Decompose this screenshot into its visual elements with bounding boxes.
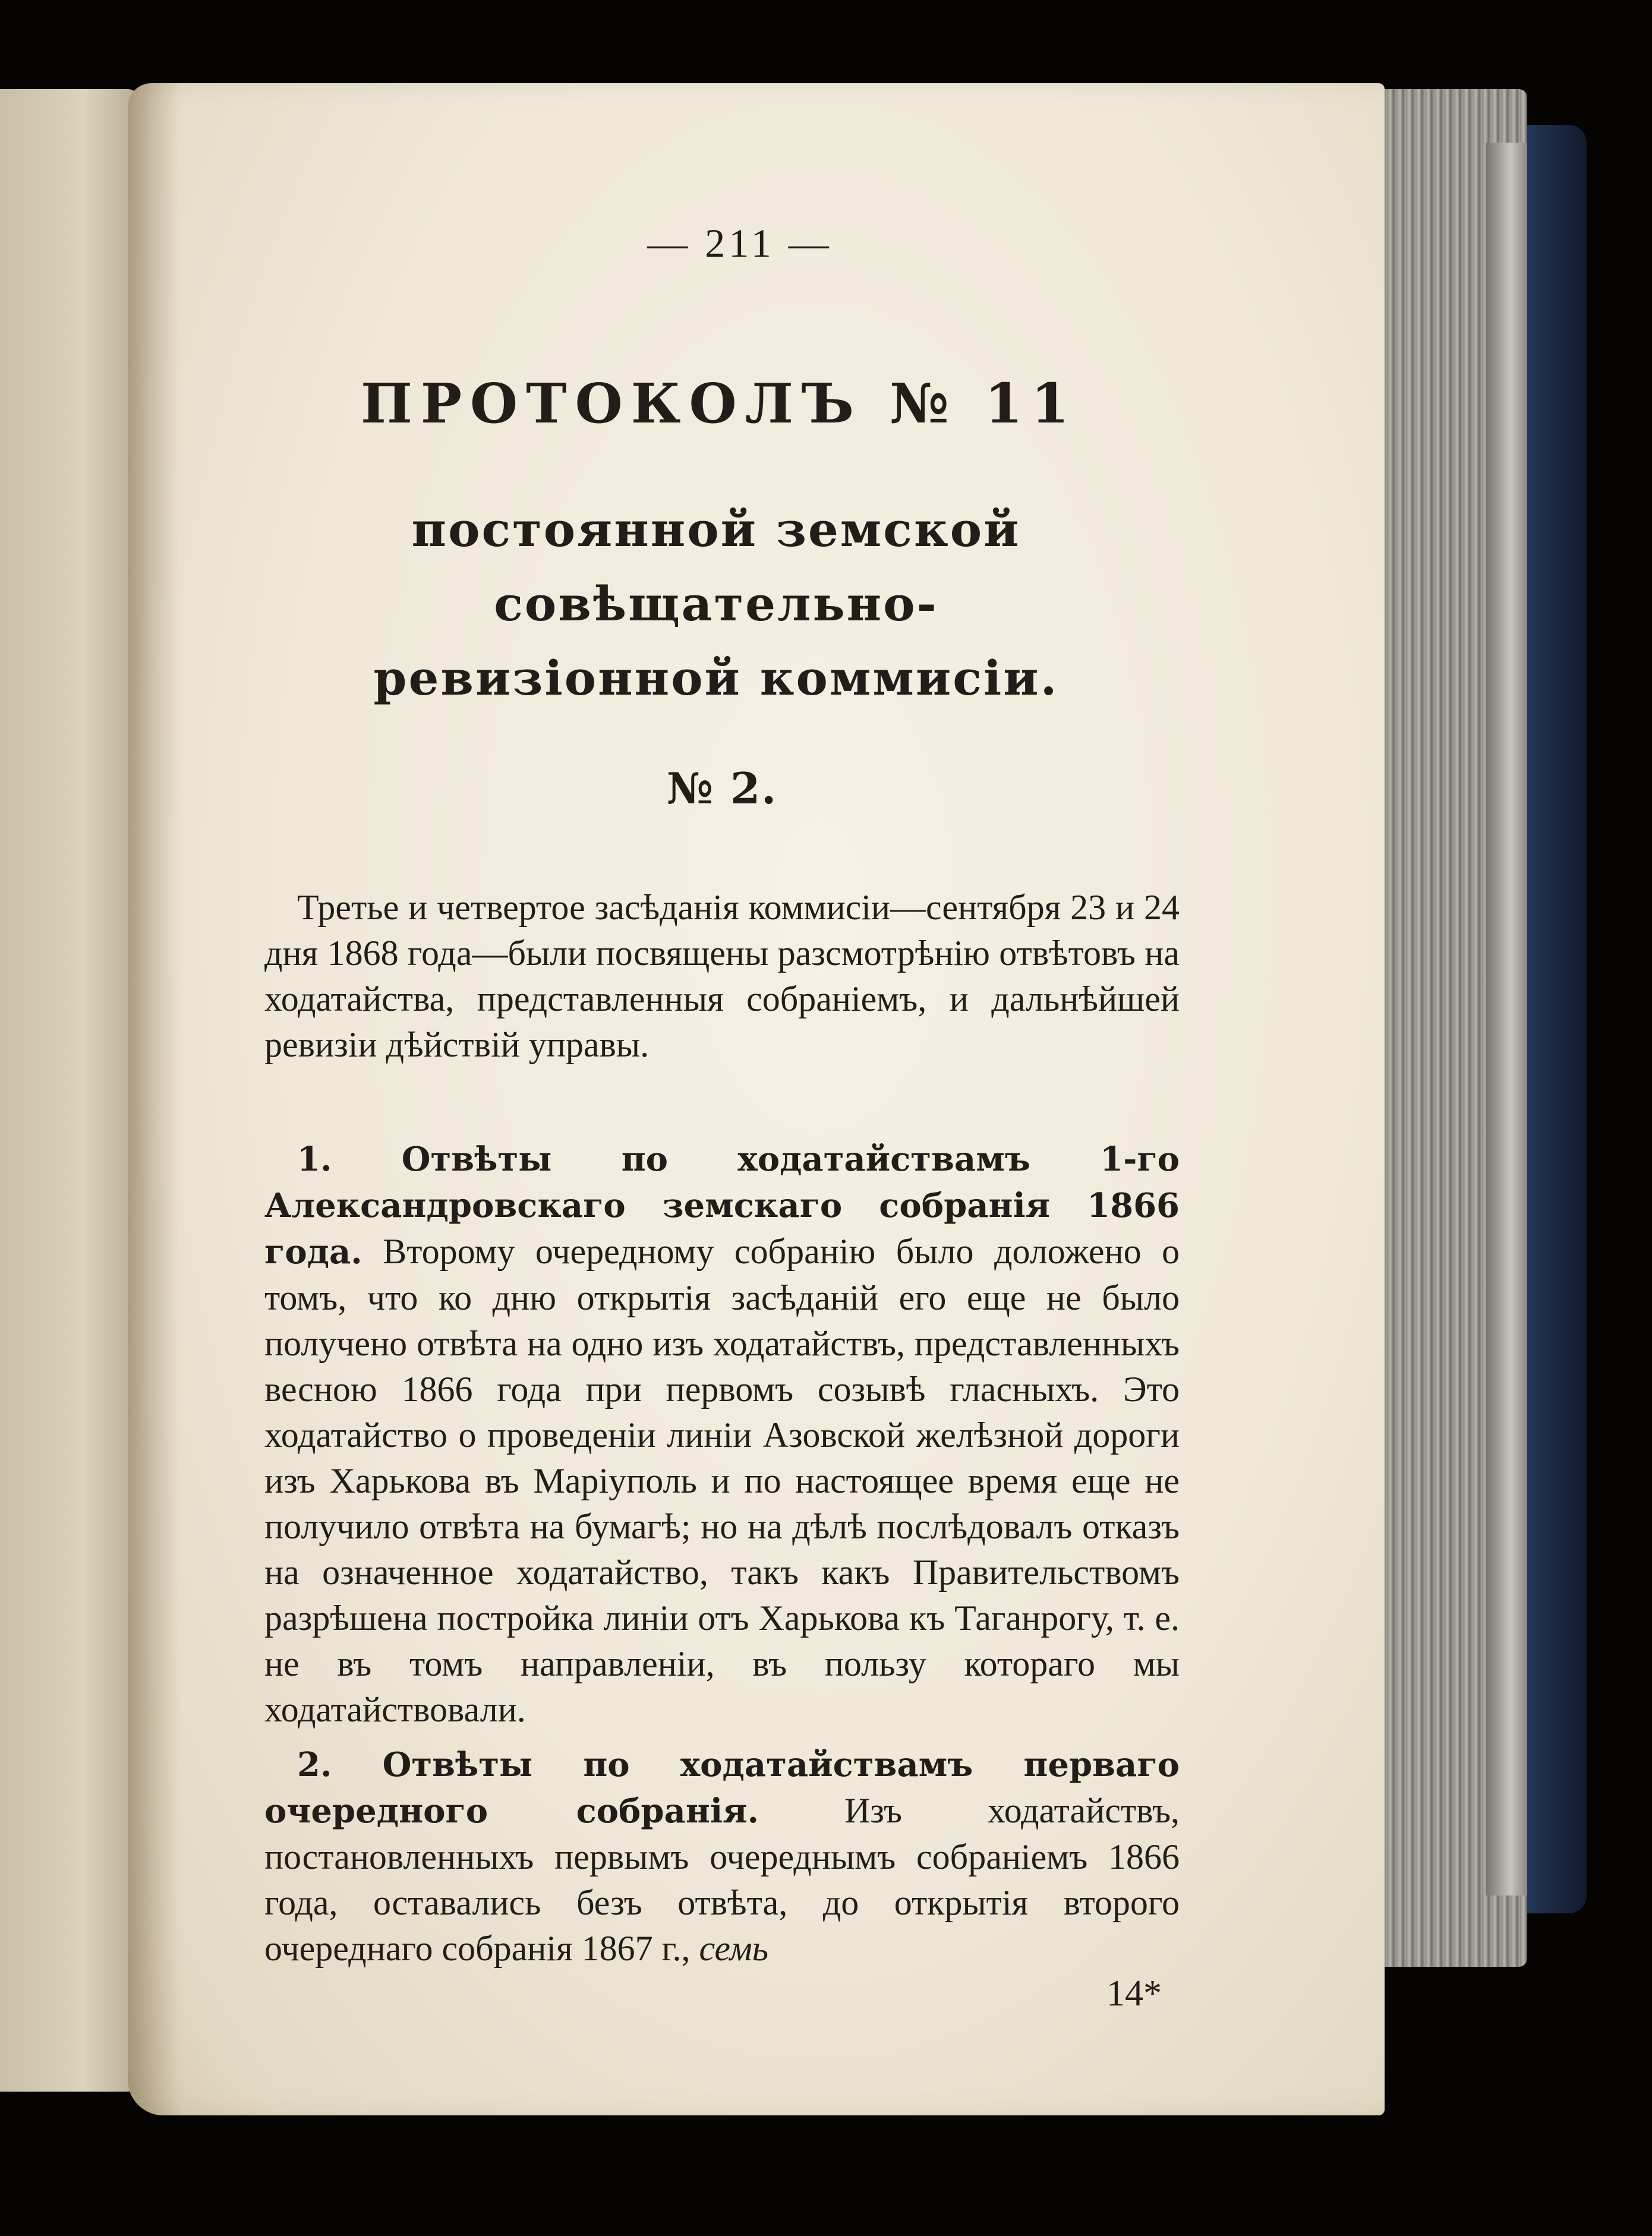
facing-page	[0, 89, 140, 2092]
item1-paragraph	[264, 1136, 1180, 1733]
commission-title-line1: постоянной земской совѣщательно-	[411, 502, 1021, 632]
item2-paragraph	[264, 1742, 1180, 1972]
item1-heading: 1. Отвѣты по ходатайствамъ 1-го Александровскаго земскаго собранія 1866 года.	[264, 1140, 1180, 1272]
commission-title-line2: ревизіонной коммисіи.	[373, 650, 1059, 707]
page-number: — 211 —	[647, 220, 833, 266]
gutter-shadow	[128, 83, 181, 2115]
item2-italic-word: семь	[699, 1929, 769, 1969]
page-stack-edge	[1486, 143, 1527, 1896]
item1-text: Второму очередному собранію было доложено о томъ, что ко дню открытія засѣданій его еще не было получено отвѣта на одно изъ ходатайствъ, представленныхъ весною 1866 года при первомъ созывѣ гласныхъ. Это ходатайство о проведеніи линіи Азовской желѣзной дороги изъ Харькова въ Маріуполь и по настоящее время еще не получило отвѣта на бумагѣ; но на дѣлѣ послѣдовалъ отказъ на означенное ходатайство, такъ какъ Правительствомъ разрѣшена постройка линіи отъ Харькова къ Таганрогу, т. е. не въ томъ направленіи, въ пользу котораго мы ходатайствовали.	[264, 1232, 1180, 1730]
item2-heading: 2. Отвѣты по ходатайствамъ перваго очередного собранія.	[264, 1745, 1180, 1831]
protocol-title: ПРОТОКОЛЪ № 11	[360, 371, 1078, 436]
item2-text: Изъ ходатайствъ, постановленныхъ первымъ очереднымъ собраніемъ 1866 года, оставались безъ отвѣта, до открытія второго очереднаго собранія 1867 г.,	[264, 1791, 1180, 1969]
intro-paragraph: Третье и четвертое засѣданія коммисіи—сентября 23 и 24 дня 1868 года—были посвящены разсмотрѣнію отвѣтовъ на ходатайства, представленныя собраніемъ, и дальнѣйшей ревизіи дѣйствій управы.	[264, 888, 1180, 1065]
page-content	[264, 220, 1180, 2015]
section-number: № 2.	[666, 763, 778, 814]
signature-mark: 14*	[1106, 1973, 1162, 2014]
commission-title	[253, 493, 1180, 715]
